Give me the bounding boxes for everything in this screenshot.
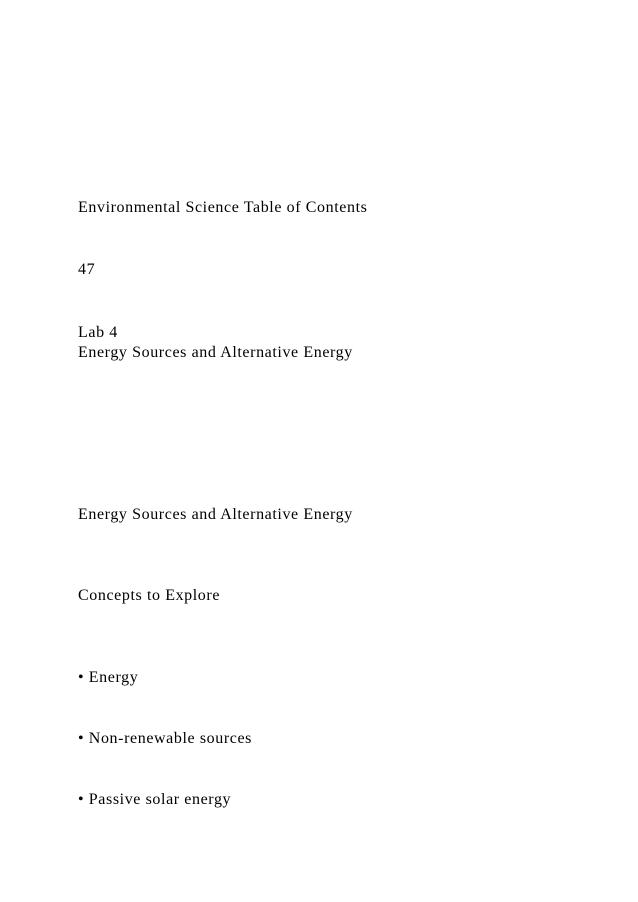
lab-label: Lab 4 <box>78 324 118 341</box>
concept-item-energy: • Energy <box>78 669 139 686</box>
page-number: 47 <box>78 261 96 278</box>
concept-item-non-renewable: • Non-renewable sources <box>78 730 253 747</box>
concepts-heading: Concepts to Explore <box>78 587 221 604</box>
header-title: Environmental Science Table of Contents <box>78 199 368 216</box>
concept-item-passive-solar: • Passive solar energy <box>78 791 232 808</box>
section-title: Energy Sources and Alternative Energy <box>78 506 353 523</box>
lab-title: Energy Sources and Alternative Energy <box>78 344 353 361</box>
